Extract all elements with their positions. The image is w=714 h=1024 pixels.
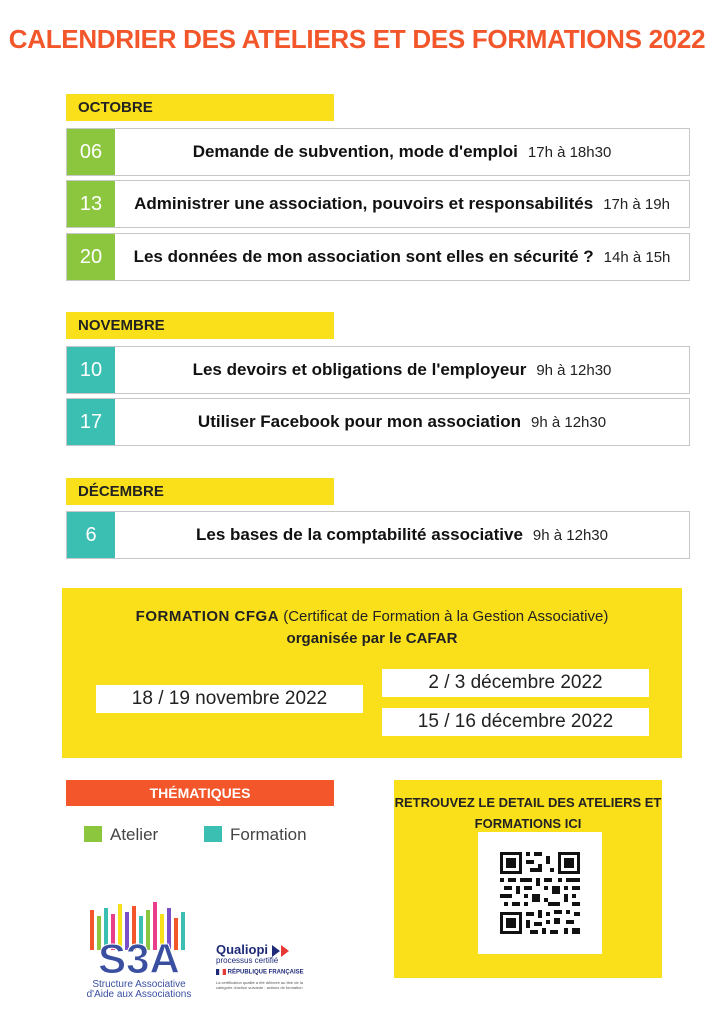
event-title: Utiliser Facebook pour mon association [197,412,521,431]
legend-atelier-label: Atelier [110,825,159,844]
cfga-date: 15 / 16 décembre 2022 [382,708,649,736]
cfga-date: 2 / 3 décembre 2022 [382,669,649,697]
event-row [66,128,690,176]
french-flag-icon [216,969,226,975]
event-time: 9h à 12h30 [532,527,608,544]
event-title: Administrer une association, pouvoirs et responsabilités [134,194,594,213]
event-title: Les bases de la comptabilité associative [195,525,523,544]
event-title: Les données de mon association sont elles en sécurité ? [133,247,594,266]
qualiopi-sub: processus certifié [216,956,279,965]
event-row [66,398,690,446]
event-title: Demande de subvention, mode d'emploi [192,142,518,161]
event-time: 17h à 19h [603,196,670,213]
qualiopi-title: Qualiopi [216,942,268,957]
event-day: 6 [67,512,115,558]
event-day: 20 [67,234,115,280]
s3a-logo-icon [84,900,194,980]
legend-formation-label: Formation [230,825,307,844]
legend-atelier [84,826,158,846]
s3a-sub-line-2: d'Aide aux Associations [86,989,192,1000]
cfga-panel [62,588,682,758]
detail-line-2: FORMATIONS ICI [474,816,582,831]
detail-line-1: RETROUVEZ LE DETAIL DES ATELIERS ET [394,795,662,810]
page-title: CALENDRIER DES ATELIERS ET DES FORMATIONS 2022 [8,24,706,54]
qualiopi-note: La certification qualité a été délivrée au titre de la catégorie d'action suivante : actions de formation [216,979,303,990]
thematiques-header: THÉMATIQUES [66,780,334,806]
month-header-novembre: NOVEMBRE [66,312,334,339]
qualiopi-republique [216,969,326,976]
event-row [66,346,690,394]
month-header-decembre: DÉCEMBRE [66,478,334,505]
s3a-logo-subtitle [84,980,194,1000]
atelier-swatch [84,826,102,842]
qualiopi-arrows-icon [272,945,296,957]
event-row [66,233,690,281]
qr-code-container[interactable] [478,832,602,954]
legend-formation [204,826,307,846]
s3a-sub-line-1: Structure Associative [92,979,186,990]
qualiopi-logo [216,942,326,990]
event-time: 9h à 12h30 [531,414,607,431]
month-header-octobre: OCTOBRE [66,94,334,121]
detail-text [394,792,662,834]
qualiopi-name [216,942,326,957]
qualiopi-republique-text: RÉPUBLIQUE FRANÇAISE [227,969,304,976]
cfga-title-bold: FORMATION CFGA [135,608,280,625]
detail-panel [394,780,662,978]
event-title: Les devoirs et obligations de l'employeur [192,360,527,379]
cfga-date: 18 / 19 novembre 2022 [96,685,363,713]
qr-code-icon[interactable] [478,832,602,954]
event-time: 17h à 18h30 [527,144,612,161]
event-day: 10 [67,347,115,393]
event-time: 9h à 12h30 [536,362,612,379]
cfga-title-rest: (Certificat de Formation à la Gestion Associative) [283,608,609,625]
formation-swatch [204,826,222,842]
cfga-title [62,608,682,625]
event-day: 17 [67,399,115,445]
event-row [66,511,690,559]
cfga-organizer: organisée par le CAFAR [286,630,458,647]
event-day: 06 [67,129,115,175]
event-day: 13 [67,181,115,227]
event-row [66,180,690,228]
event-time: 14h à 15h [603,249,671,266]
s3a-logo-text: S3A [98,935,180,980]
